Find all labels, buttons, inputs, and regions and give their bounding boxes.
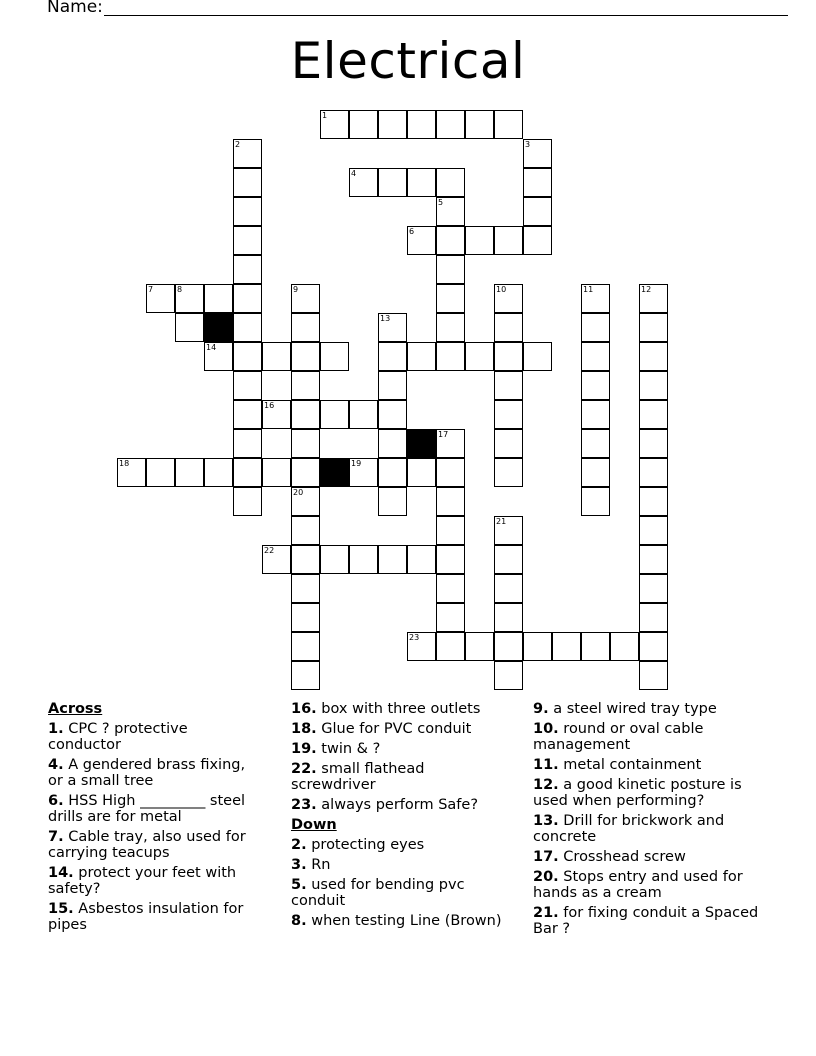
grid-cell[interactable] — [407, 110, 436, 139]
grid-cell[interactable] — [291, 545, 320, 574]
clue-item-text: small flathead screwdriver — [291, 761, 425, 793]
grid-cell[interactable] — [639, 342, 668, 371]
grid-cell[interactable] — [581, 487, 610, 516]
clue-number: 1 — [322, 111, 328, 120]
grid-cell[interactable] — [146, 284, 175, 313]
clue-item-number: 16. — [291, 701, 317, 717]
grid-cell[interactable] — [378, 110, 407, 139]
clue-item-number: 7. — [48, 829, 64, 845]
black-cell — [204, 313, 233, 342]
clue-item — [533, 701, 763, 717]
grid-cell[interactable] — [204, 284, 233, 313]
clue-item — [291, 701, 506, 717]
clue-number: 20 — [293, 488, 304, 497]
grid-cell[interactable] — [291, 458, 320, 487]
clue-item — [291, 877, 506, 909]
clue-item-text: HSS High _________ steel drills are for metal — [48, 793, 246, 825]
clue-item-text: A gendered brass fixing, or a small tree — [48, 757, 246, 789]
grid-cell[interactable] — [436, 574, 465, 603]
grid-cell[interactable] — [494, 400, 523, 429]
grid-cell[interactable] — [291, 632, 320, 661]
grid-cell[interactable] — [494, 574, 523, 603]
grid-cell[interactable] — [378, 400, 407, 429]
grid-cell[interactable] — [349, 110, 378, 139]
grid-cell[interactable] — [378, 342, 407, 371]
grid-cell[interactable] — [581, 371, 610, 400]
clue-number: 13 — [380, 314, 391, 323]
clue-item-number: 22. — [291, 761, 317, 777]
black-cell — [407, 429, 436, 458]
grid-cell[interactable] — [320, 400, 349, 429]
grid-cell[interactable] — [523, 197, 552, 226]
clue-item-number: 1. — [48, 721, 64, 737]
across-clue-list-continued — [291, 701, 506, 813]
grid-cell[interactable] — [436, 429, 465, 458]
grid-cell[interactable] — [117, 458, 146, 487]
clue-item-text: Crosshead screw — [558, 849, 686, 865]
clue-item-number: 17. — [533, 849, 559, 865]
clue-number: 16 — [264, 401, 275, 410]
grid-cell[interactable] — [175, 313, 204, 342]
grid-cell[interactable] — [581, 284, 610, 313]
grid-cell[interactable] — [639, 661, 668, 690]
grid-cell[interactable] — [436, 284, 465, 313]
grid-cell[interactable] — [639, 458, 668, 487]
clue-item — [291, 837, 506, 853]
clue-item — [291, 721, 506, 737]
grid-cell[interactable] — [291, 284, 320, 313]
clue-item-number: 5. — [291, 877, 307, 893]
clue-number: 21 — [496, 517, 507, 526]
grid-cell[interactable] — [494, 516, 523, 545]
grid-cell[interactable] — [465, 110, 494, 139]
grid-cell[interactable] — [262, 342, 291, 371]
grid-cell[interactable] — [436, 632, 465, 661]
clue-item — [48, 721, 263, 753]
grid-cell[interactable] — [436, 545, 465, 574]
black-cell — [320, 458, 349, 487]
grid-cell[interactable] — [494, 458, 523, 487]
clue-item-text: twin & ? — [316, 741, 381, 757]
grid-cell[interactable] — [233, 226, 262, 255]
clue-item — [533, 813, 763, 845]
clue-item-text: Asbestos insulation for pipes — [48, 901, 244, 933]
grid-cell[interactable] — [378, 487, 407, 516]
grid-cell[interactable] — [233, 168, 262, 197]
clue-number: 17 — [438, 430, 449, 439]
clue-item-number: 4. — [48, 757, 64, 773]
grid-cell[interactable] — [552, 632, 581, 661]
grid-cell[interactable] — [291, 574, 320, 603]
clue-item-number: 15. — [48, 901, 74, 917]
clue-number: 5 — [438, 198, 444, 207]
grid-cell[interactable] — [639, 284, 668, 313]
clue-item-text: protecting eyes — [306, 837, 425, 853]
clue-item-number: 21. — [533, 905, 559, 921]
clue-item-text: a steel wired tray type — [548, 701, 717, 717]
grid-cell[interactable] — [233, 400, 262, 429]
clue-item — [533, 849, 763, 865]
clue-item — [533, 757, 763, 773]
grid-cell[interactable] — [291, 371, 320, 400]
grid-cell[interactable] — [378, 168, 407, 197]
clue-number: 14 — [206, 343, 217, 352]
grid-cell[interactable] — [146, 458, 175, 487]
grid-cell[interactable] — [378, 313, 407, 342]
clue-item-text: for fixing conduit a Spaced Bar ? — [533, 905, 759, 937]
clue-item-text: Drill for brickwork and concrete — [533, 813, 725, 845]
grid-cell[interactable] — [523, 632, 552, 661]
grid-cell[interactable] — [378, 429, 407, 458]
grid-cell[interactable] — [523, 342, 552, 371]
grid-cell[interactable] — [233, 371, 262, 400]
grid-cell[interactable] — [465, 342, 494, 371]
grid-cell[interactable] — [465, 226, 494, 255]
clue-item-number: 2. — [291, 837, 307, 853]
grid-cell[interactable] — [378, 371, 407, 400]
grid-cell[interactable] — [436, 255, 465, 284]
grid-cell[interactable] — [639, 632, 668, 661]
grid-cell[interactable] — [581, 400, 610, 429]
grid-cell[interactable] — [581, 342, 610, 371]
grid-cell[interactable] — [291, 603, 320, 632]
clue-item — [48, 757, 263, 789]
clue-item-number: 8. — [291, 913, 307, 929]
clue-item — [291, 857, 506, 873]
clue-number: 8 — [177, 285, 183, 294]
grid-cell[interactable] — [349, 458, 378, 487]
clue-item-number: 14. — [48, 865, 74, 881]
grid-cell[interactable] — [436, 603, 465, 632]
grid-cell[interactable] — [639, 400, 668, 429]
grid-cell[interactable] — [581, 429, 610, 458]
grid-cell[interactable] — [639, 545, 668, 574]
grid-cell[interactable] — [581, 632, 610, 661]
grid-cell[interactable] — [233, 197, 262, 226]
page-title: Electrical — [290, 32, 526, 90]
clue-item-text: Rn — [306, 857, 331, 873]
across-clue-list — [48, 721, 263, 933]
down-clue-list-continued — [533, 701, 763, 937]
grid-cell[interactable] — [291, 487, 320, 516]
clue-item-number: 11. — [533, 757, 559, 773]
clue-item-text: Stops entry and used for hands as a cream — [533, 869, 743, 901]
grid-cell[interactable] — [291, 342, 320, 371]
clue-item-text: metal containment — [558, 757, 702, 773]
clue-number: 23 — [409, 633, 420, 642]
clue-item — [291, 761, 506, 793]
grid-cell[interactable] — [523, 139, 552, 168]
grid-cell[interactable] — [523, 226, 552, 255]
grid-cell[interactable] — [320, 342, 349, 371]
grid-cell[interactable] — [494, 371, 523, 400]
clue-item-text: when testing Line (Brown) — [306, 913, 502, 929]
grid-cell[interactable] — [494, 110, 523, 139]
clue-item — [533, 869, 763, 901]
grid-cell[interactable] — [262, 400, 291, 429]
clue-number: 12 — [641, 285, 652, 294]
clue-item-number: 10. — [533, 721, 559, 737]
down-heading: Down — [291, 817, 337, 833]
clue-item-number: 6. — [48, 793, 64, 809]
clue-item-number: 12. — [533, 777, 559, 793]
clue-number: 9 — [293, 285, 299, 294]
grid-cell[interactable] — [494, 603, 523, 632]
grid-cell[interactable] — [436, 313, 465, 342]
clue-number: 6 — [409, 227, 415, 236]
grid-cell[interactable] — [233, 139, 262, 168]
grid-cell[interactable] — [204, 342, 233, 371]
clue-item-text: round or oval cable management — [533, 721, 704, 753]
clue-item-text: Cable tray, also used for carrying teacups — [48, 829, 246, 861]
grid-cell[interactable] — [494, 632, 523, 661]
grid-cell[interactable] — [175, 458, 204, 487]
grid-cell[interactable] — [291, 400, 320, 429]
clue-number: 22 — [264, 546, 275, 555]
grid-cell[interactable] — [639, 313, 668, 342]
grid-cell[interactable] — [407, 545, 436, 574]
clue-item-text: CPC ? protective conductor — [48, 721, 188, 753]
clue-column-2 — [291, 701, 506, 933]
grid-cell[interactable] — [175, 284, 204, 313]
grid-cell[interactable] — [407, 632, 436, 661]
clue-item-text: Glue for PVC conduit — [316, 721, 472, 737]
clue-item-number: 18. — [291, 721, 317, 737]
grid-cell[interactable] — [407, 458, 436, 487]
clue-item-number: 19. — [291, 741, 317, 757]
clue-item — [291, 741, 506, 757]
clue-item-number: 23. — [291, 797, 317, 813]
grid-cell[interactable] — [291, 313, 320, 342]
grid-cell[interactable] — [610, 632, 639, 661]
clue-column-1 — [48, 701, 263, 937]
grid-cell[interactable] — [436, 197, 465, 226]
clue-number: 19 — [351, 459, 362, 468]
clue-item-text: a good kinetic posture is used when performing? — [533, 777, 742, 809]
grid-cell[interactable] — [523, 168, 552, 197]
clue-item — [291, 913, 506, 929]
clue-number: 3 — [525, 140, 531, 149]
clue-item — [48, 793, 263, 825]
grid-cell[interactable] — [233, 284, 262, 313]
grid-cell[interactable] — [204, 458, 233, 487]
grid-cell[interactable] — [639, 603, 668, 632]
clue-number: 4 — [351, 169, 357, 178]
clue-item — [533, 777, 763, 809]
clue-item-text: always perform Safe? — [316, 797, 479, 813]
grid-cell[interactable] — [262, 545, 291, 574]
clue-item — [533, 905, 763, 937]
grid-cell[interactable] — [349, 168, 378, 197]
clue-number: 18 — [119, 459, 130, 468]
clue-number: 11 — [583, 285, 594, 294]
grid-cell[interactable] — [436, 226, 465, 255]
clue-number: 10 — [496, 285, 507, 294]
grid-cell[interactable] — [378, 458, 407, 487]
grid-cell[interactable] — [262, 458, 291, 487]
grid-cell[interactable] — [465, 632, 494, 661]
clue-item-text: box with three outlets — [316, 701, 481, 717]
grid-cell[interactable] — [494, 284, 523, 313]
clue-item-number: 3. — [291, 857, 307, 873]
grid-cell[interactable] — [436, 458, 465, 487]
down-clue-list — [291, 837, 506, 929]
clue-number: 7 — [148, 285, 154, 294]
clue-column-3 — [533, 701, 763, 941]
grid-cell[interactable] — [233, 487, 262, 516]
grid-cell[interactable] — [494, 226, 523, 255]
grid-cell[interactable] — [436, 168, 465, 197]
grid-cell[interactable] — [639, 516, 668, 545]
clue-item — [533, 721, 763, 753]
grid-cell[interactable] — [494, 342, 523, 371]
clue-number: 2 — [235, 140, 241, 149]
clue-item-number: 20. — [533, 869, 559, 885]
clue-item — [291, 797, 506, 813]
clue-item — [48, 829, 263, 861]
grid-cell[interactable] — [639, 574, 668, 603]
grid-cell[interactable] — [407, 342, 436, 371]
grid-cell[interactable] — [291, 661, 320, 690]
grid-cell[interactable] — [378, 545, 407, 574]
grid-cell[interactable] — [349, 400, 378, 429]
clue-item — [48, 865, 263, 897]
grid-cell[interactable] — [320, 545, 349, 574]
across-heading: Across — [48, 701, 103, 717]
grid-cell[interactable] — [291, 516, 320, 545]
grid-cell[interactable] — [233, 458, 262, 487]
clue-item-text: used for bending pvc conduit — [291, 877, 465, 909]
grid-cell[interactable] — [494, 545, 523, 574]
grid-cell[interactable] — [233, 342, 262, 371]
clue-item-number: 9. — [533, 701, 549, 717]
grid-cell[interactable] — [639, 487, 668, 516]
grid-cell[interactable] — [581, 313, 610, 342]
grid-cell[interactable] — [436, 487, 465, 516]
grid-cell[interactable] — [233, 255, 262, 284]
clue-item-number: 13. — [533, 813, 559, 829]
grid-cell[interactable] — [494, 429, 523, 458]
grid-cell[interactable] — [581, 458, 610, 487]
grid-cell[interactable] — [291, 429, 320, 458]
grid-cell[interactable] — [233, 313, 262, 342]
grid-cell[interactable] — [407, 168, 436, 197]
clue-item-text: protect your feet with safety? — [48, 865, 237, 897]
grid-cell[interactable] — [436, 516, 465, 545]
grid-cell[interactable] — [436, 110, 465, 139]
grid-cell[interactable] — [349, 545, 378, 574]
grid-cell[interactable] — [639, 429, 668, 458]
grid-cell[interactable] — [436, 342, 465, 371]
grid-cell[interactable] — [407, 226, 436, 255]
name-label: Name: — [47, 0, 103, 17]
grid-cell[interactable] — [494, 661, 523, 690]
clue-item — [48, 901, 263, 933]
grid-cell[interactable] — [233, 429, 262, 458]
grid-cell[interactable] — [320, 110, 349, 139]
grid-cell[interactable] — [639, 371, 668, 400]
grid-cell[interactable] — [494, 313, 523, 342]
